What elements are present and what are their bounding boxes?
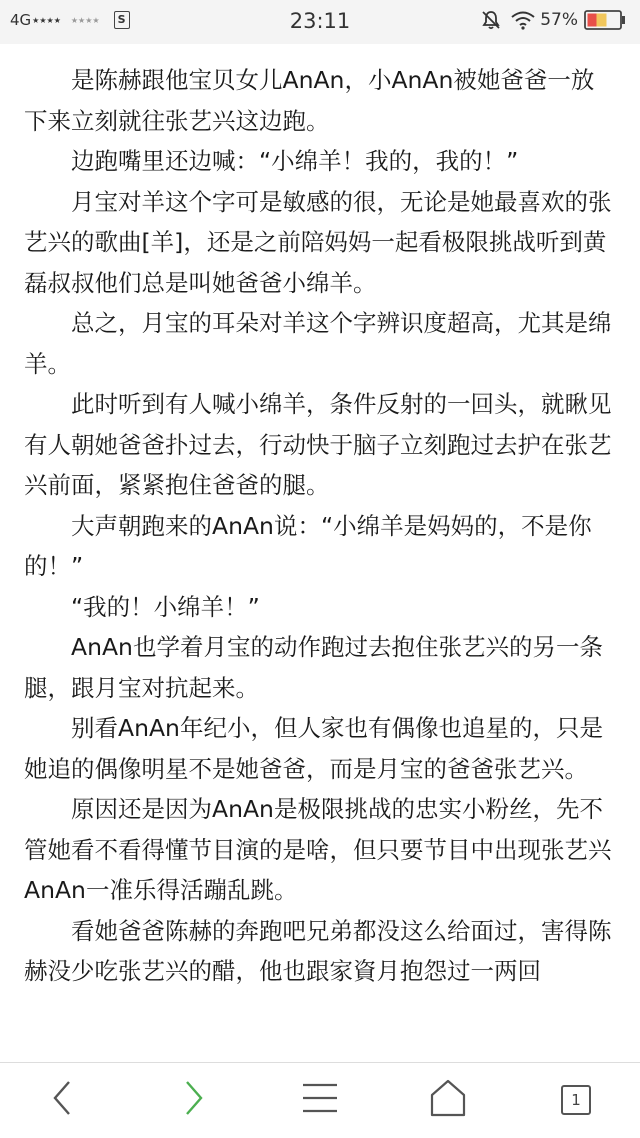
menu-icon [302,1082,338,1118]
sim-icon: S [114,11,130,29]
signal-strength-sim2: ★★★★ [70,15,100,25]
tabs-icon [561,1085,591,1115]
paragraph: 月宝对羊这个字可是敏感的很，无论是她最喜欢的张艺兴的歌曲[羊]，还是之前陪妈妈一起看极限挑战听到黄磊叔叔他们总是叫她爸爸小绵羊。 [24,187,612,297]
tab-count: 1 [571,1091,581,1109]
status-time: 23:11 [289,9,351,33]
wifi-icon [510,10,536,30]
network-type: 4G [10,11,32,29]
back-arrow-icon [47,1078,77,1122]
status-right [480,9,626,31]
home-icon [430,1079,466,1121]
paragraph: 原因还是因为AnAn是极限挑战的忠实小粉丝，先不管她看不看得懂节目演的是啥，但只要节目中出现张艺兴AnAn一准乐得活蹦乱跳。 [24,795,612,904]
paragraph: 大声朝跑来的AnAn说：“小绵羊是妈妈的，不是你的！” [24,511,592,580]
paragraph: 看她爸爸陈赫的奔跑吧兄弟都没这么给面过，害得陈赫没少吃张艺兴的醋，他也跟家資月抱怨过一两回 [24,916,612,985]
paragraph: AnAn也学着月宝的动作跑过去抱住张艺兴的另一条腿，跟月宝对抗起来。 [24,633,603,702]
bottom-nav-bar [0,1062,640,1138]
paragraph: “我的！小绵羊！” [71,592,260,621]
paragraph: 别看AnAn年纪小，但人家也有偶像也追星的，只是她追的偶像明星不是她爸爸，而是月宝的爸爸张艺兴。 [24,714,603,783]
paragraph: 边跑嘴里还边喊：“小绵羊！我的，我的！” [71,147,519,175]
tabs-button[interactable] [548,1075,604,1125]
back-button[interactable] [34,1075,90,1125]
mute-bell-icon [480,9,502,31]
battery-icon [584,9,626,31]
signal-strength-sim1: ★★★★ [32,15,61,25]
forward-arrow-icon [179,1078,209,1122]
status-bar [0,0,640,44]
paragraph: 此时听到有人喊小绵羊，条件反射的一回头，就瞅见有人朝她爸爸扑过去，行动快于脑子立刻跑过去护在张艺兴前面，紧紧抱住爸爸的腿。 [24,390,612,499]
paragraph: 是陈赫跟他宝贝女儿AnAn，小AnAn被她爸爸一放下来立刻就往张艺兴这边跑。 [24,66,595,135]
home-button[interactable] [420,1075,476,1125]
battery-percent: 57% [540,10,578,30]
menu-button[interactable] [292,1075,348,1125]
article-content [0,60,640,1060]
forward-button[interactable] [166,1075,222,1125]
paragraph: 总之，月宝的耳朵对羊这个字辨识度超高，尤其是绵羊。 [24,309,612,378]
